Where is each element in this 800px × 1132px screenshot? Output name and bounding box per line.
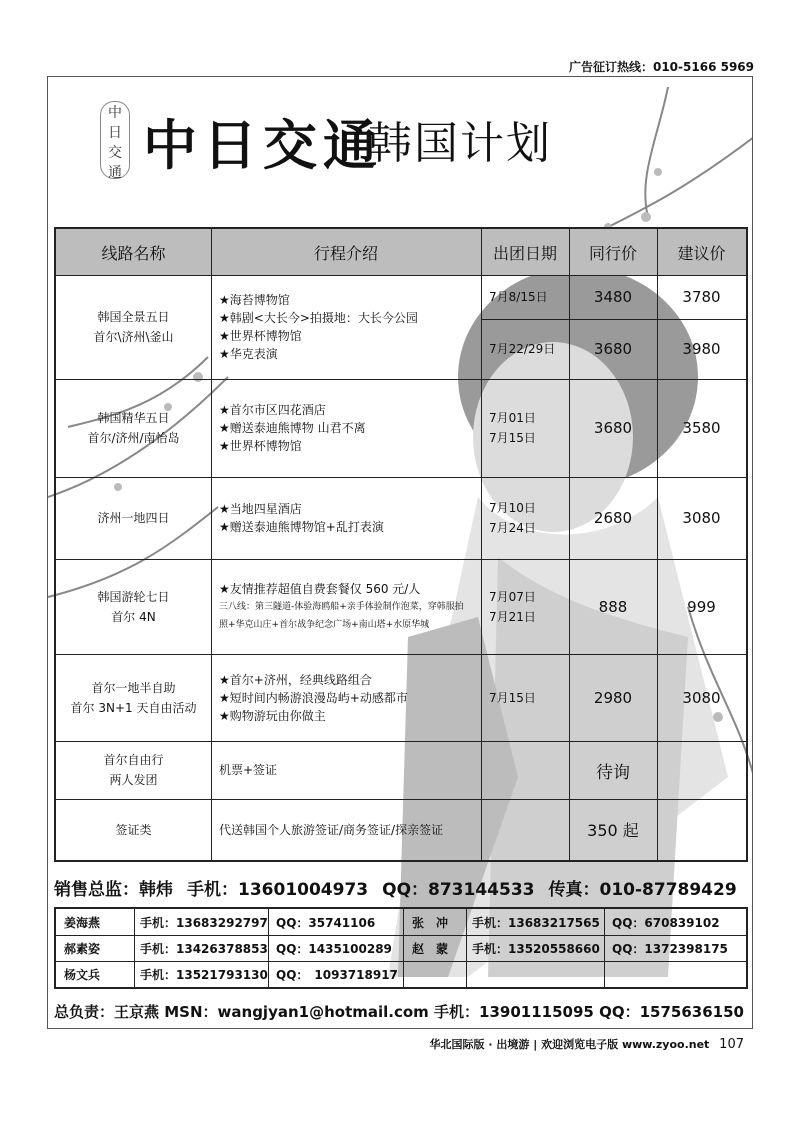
grid-line (268, 909, 269, 987)
table-row-route: 韩国全景五日 首尔\济州\釜山 (93, 310, 174, 344)
contact-name: 赵 蒙 (412, 941, 449, 956)
header-route: 线路名称 (101, 243, 166, 263)
contact-qq: QQ：1435100289 (276, 941, 392, 956)
suggest-price: 3980 (682, 340, 721, 358)
peer-price: 2680 (593, 509, 633, 527)
brand-seal (100, 101, 130, 179)
sales-fax: 传真：010-87789429 (548, 879, 737, 900)
peer-price: 3680 (593, 419, 633, 437)
peer-price: 3680 (593, 340, 633, 358)
table-row-date: 7月07日 7月21日 (489, 589, 536, 624)
table-row-itinerary: ★首尔+济州，经典线路组合 ★短时间内畅游浪漫岛屿+动感都市 ★购物游玩由你做主 (219, 672, 408, 723)
contact-name: 杨文兵 (64, 967, 101, 982)
table-row-date: 7月8/15日 (489, 290, 548, 304)
table-row-itinerary: 代送韩国个人旅游签证/商务签证/探亲签证 (219, 822, 444, 837)
suggest-price: 3580 (682, 419, 721, 437)
contact-name: 郝素姿 (64, 941, 101, 956)
route-price-table (54, 227, 748, 862)
contact-qq: QQ： 1093718917 (276, 967, 398, 982)
contact-name: 姜海燕 (64, 915, 101, 930)
table-row-route: 签证类 (115, 822, 152, 837)
sales-director-line (54, 873, 748, 901)
ad-frame (47, 76, 753, 1029)
table-row-route: 首尔一地半自助 首尔 3N+1 天自由活动 (70, 680, 197, 715)
table-row-date: 7月10日 7月24日 (489, 501, 536, 535)
sales-qq: QQ：873144533 (382, 879, 535, 900)
footer-site-link[interactable]: www.zyoo.net (621, 1038, 710, 1051)
table-row-itinerary: ★友情推荐超值自费套餐仅 560 元/人 三八线：第三隧道-体验海鸥船+亲手体验制作泡菜，穿韩服拍 照+华克山庄+首尔战争纪念广场+南山塔+水原华城 (219, 581, 464, 630)
seal-char: 中 (108, 105, 122, 121)
footer-tagline: 欢迎浏览电子版 (541, 1038, 619, 1051)
edition-label: 华北国际版 · 出境游 (429, 1038, 530, 1051)
contact-qq: QQ：1372398175 (612, 941, 728, 956)
table-row-date: 7月01日 7月15日 (489, 411, 536, 445)
suggest-price: 3080 (682, 688, 721, 707)
header-itinerary: 行程介绍 (313, 243, 378, 263)
table-row-route: 韩国游轮七日 首尔 4N (97, 589, 170, 624)
table-row-itinerary: ★当地四星酒店 ★赠送泰迪熊博物馆+乱打表演 (219, 502, 384, 534)
manager-mobile: 手机：13901115095 (434, 1003, 594, 1021)
sales-director: 销售总监：韩炜 (54, 879, 173, 900)
footer-separator: | (533, 1038, 538, 1051)
table-row-route: 首尔自由行 两人发团 (103, 753, 164, 787)
peer-price: 350 起 (587, 821, 639, 840)
ad-hotline: 广告征订热线：010-5166 5969 (568, 60, 754, 74)
table-row-date: 7月22/29日 (489, 342, 556, 356)
contact-qq: QQ：670839102 (612, 915, 720, 930)
table-row-route: 济州一地四日 (97, 511, 170, 525)
peer-price: 2980 (593, 688, 633, 707)
grid-line (403, 909, 404, 987)
peer-price: 3480 (593, 288, 633, 306)
header-suggest-price: 建议价 (677, 243, 726, 263)
table-row-itinerary: ★首尔市区四花酒店 ★赠送泰迪熊博物 山君不离 ★世界杯博物馆 (219, 403, 366, 453)
contact-qq: QQ：35741106 (276, 915, 376, 930)
table-row-itinerary: ★海苔博物馆 ★韩剧<大长今>拍摄地：大长今公园 ★世界杯博物馆 ★华克表演 (219, 293, 418, 361)
grid-line (604, 909, 605, 987)
table-row-itinerary: 机票+签证 (219, 763, 278, 777)
grid-line (466, 909, 467, 987)
manager-msn: MSN：wangjyan1@hotmail.com (164, 1003, 429, 1021)
seal-char: 日 (108, 125, 122, 141)
contact-mobile: 手机：13521793130 (140, 967, 268, 982)
suggest-price: 3780 (682, 288, 721, 306)
contact-name: 张 冲 (412, 915, 449, 930)
manager-qq: QQ：1575636150 (599, 1003, 744, 1021)
suggest-price: 999 (687, 597, 716, 616)
header-peer-price: 同行价 (588, 243, 637, 263)
suggest-price: 3080 (682, 509, 721, 527)
manager-name: 总负责：王京燕 (54, 1003, 160, 1021)
sales-mobile: 手机：13601004973 (187, 879, 369, 900)
table-row-route: 韩国精华五日 首尔/济州/南怡岛 (87, 411, 180, 445)
seal-char: 通 (108, 165, 122, 181)
contact-mobile: 手机：13426378853 (140, 941, 268, 956)
contact-mobile: 手机：13683217565 (472, 915, 600, 930)
peer-price: 待询 (596, 762, 630, 783)
manager-line (54, 1001, 748, 1022)
header-date: 出团日期 (492, 243, 557, 263)
page-number: 107 (719, 1037, 744, 1052)
table-row-date: 7月15日 (489, 690, 536, 705)
contact-mobile: 手机：13683292797 (140, 915, 268, 930)
contacts-table (54, 907, 748, 989)
seal-char: 交 (108, 145, 122, 161)
page-title: 韩国计划 (368, 118, 552, 169)
contact-mobile: 手机：13520558660 (472, 941, 600, 956)
grid-line (134, 909, 135, 987)
brand-name: 中日交通 (143, 113, 383, 177)
peer-price: 888 (598, 597, 628, 616)
page-footer (430, 1036, 744, 1052)
